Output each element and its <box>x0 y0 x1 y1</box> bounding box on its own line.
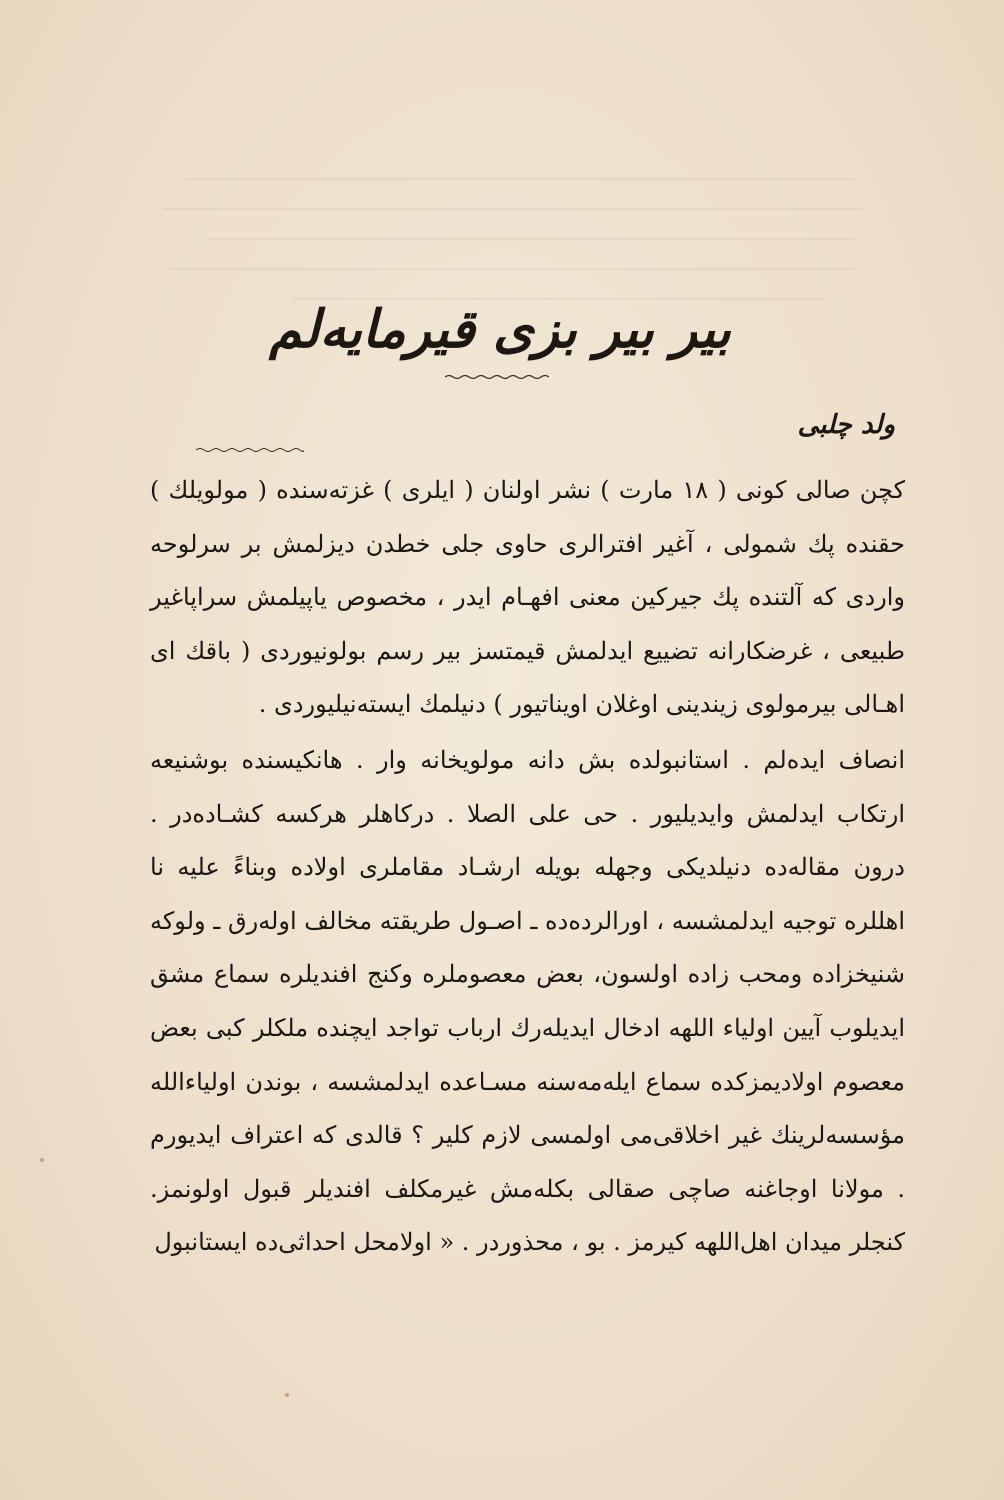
paragraph-1: کچن صالی کونی ( ۱۸ مارت ) نشر اولنان ( ایلری ) غزته‌سنده ( مولویلك ) حقنده پك شمولی ، آغیر افترالری حاوی جلی خطدن دیزلمش بر سرلوحه واردی که آلتنده پك جیرکین معنی افهـام ایدر ، مخصوص یاپیلمش سراپاغیر طبیعی ، غرضکارانه تضییع ایدلمش قیمتسز بیر رسم بولونیوردی ( باقك ای اهـالی بیرمولوی زیندینی اوغلان اویناتیور ) دنیلمك ایسته‌نیلیوردی . <box>150 476 905 719</box>
paragraph-2: انصاف ایده‌لم . استانبولده بش دانه مولویخانه وار . هانکیسنده بوشنیعه ارتکاب ایدلمش وایدیلیور . حی علی الصلا . درکاهلر هرکسه کشـاده‌در . درون مقاله‌ده دنیلدیکی وجهله بویله ارشـاد مقاملری اولاده وبناءً علیه نا اهللره توجیه ایدلمشسه ، اورالرده‌ده ـ اصـول طریقته مخالف اوله‌رق ـ ولوکه شنیخزاده ومحب زاده اولسون، بعض معصوملره وکنج افندیلره سماع مشق ایدیلوب آیین اولیاء اللهه ادخال ایدیله‌رك ارباب تواجد ایچنده ملکلر کبی بعض معصوم اولادیمزکده سماع ایله‌مه‌سنه مسـاعده ایدلمشسه ، بوندن اولیاءالله مؤسسه‌لرینك غیر اخلاقی‌می اولمسی لازم کلیر ؟ قالدی که اعتراف ایدیورم . مولانا اوجاغنه صاچی صقالی بکله‌مش غیرمکلف افندیلر قبول اولونمز. کنجلر میدان اهل‌اللهه کیرمز . بو ، محذوردر . « اولامحل احداثی‌ده ایستانبول <box>150 745 905 1257</box>
author-ornament-rule <box>196 447 304 453</box>
article-body <box>150 464 905 1270</box>
author-name: ولد چلبی <box>797 410 895 440</box>
title-ornament-rule <box>445 374 549 380</box>
paper-spot <box>285 1393 289 1397</box>
article-title: بیر بیر بزی قیرمایه‌لم <box>269 299 731 360</box>
paper-spot <box>40 1158 44 1162</box>
